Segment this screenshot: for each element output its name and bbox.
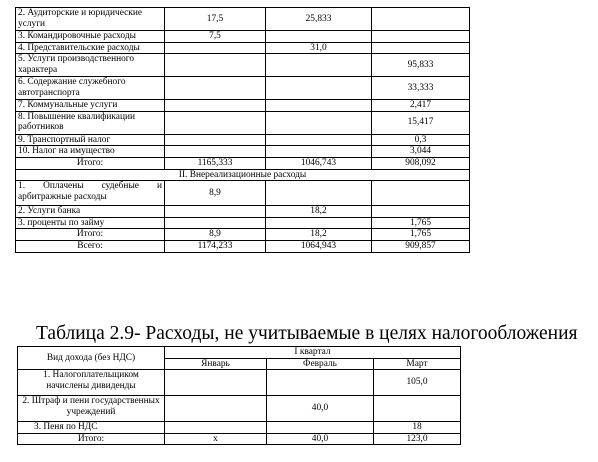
row-label: 2. Аудиторские и юридические услуги — [16, 8, 165, 31]
cell-value — [165, 396, 267, 422]
cell-value — [372, 181, 470, 206]
row-label: 3. проценты по займу — [16, 217, 165, 229]
cell-value: 95,833 — [372, 54, 470, 77]
cell-value: 18,2 — [266, 229, 372, 241]
table-row — [16, 206, 470, 218]
grand-total-row — [16, 240, 470, 252]
cell-value: 17,5 — [165, 8, 266, 31]
column-header-quarter: I квартал — [165, 347, 461, 359]
table-row — [16, 181, 470, 206]
expenses-table — [15, 7, 470, 253]
cell-value — [372, 206, 470, 218]
table-row — [18, 422, 461, 434]
table-caption: Таблица 2.9- Расходы, не учитываемые в целях налогообложения — [36, 323, 578, 344]
table-row — [18, 396, 461, 422]
row-label: 3. Командировочные расходы — [16, 31, 165, 43]
cell-value — [165, 370, 267, 396]
cell-value — [165, 146, 266, 158]
cell-value — [165, 42, 266, 54]
table-row — [16, 146, 470, 158]
cell-value — [266, 100, 372, 112]
table-row — [18, 370, 461, 396]
row-label: 3. Пеня по НДС — [18, 422, 165, 434]
cell-value — [266, 31, 372, 43]
row-label: 8. Повышение квалификации работников — [16, 111, 165, 134]
cell-value: 8,9 — [165, 229, 266, 241]
cell-value: 15,417 — [372, 111, 470, 134]
row-label: 10. Налог на имущество — [16, 146, 165, 158]
cell-value: 1174,233 — [165, 240, 266, 252]
total-label: Итого: — [16, 157, 165, 169]
cell-value — [372, 42, 470, 54]
total-label: Итого: — [16, 229, 165, 241]
row-label: 2. Услуги банка — [16, 206, 165, 218]
cell-value: 40,0 — [267, 433, 374, 445]
cell-value: х — [165, 433, 267, 445]
total-row — [16, 229, 470, 241]
cell-value — [374, 396, 461, 422]
cell-value — [165, 422, 267, 434]
row-label: 9. Транспортный налог — [16, 134, 165, 146]
row-label: 7. Коммунальные услуги — [16, 100, 165, 112]
cell-value: 18,2 — [266, 206, 372, 218]
column-header-january: Январь — [165, 358, 267, 370]
cell-value: 7,5 — [165, 31, 266, 43]
cell-value — [266, 77, 372, 100]
table-row — [16, 77, 470, 100]
cell-value — [372, 8, 470, 31]
table-row — [16, 8, 470, 31]
table-row — [16, 42, 470, 54]
cell-value: 105,0 — [374, 370, 461, 396]
column-header-march: Март — [374, 358, 461, 370]
table-row — [16, 31, 470, 43]
row-label: 4. Представительские расходы — [16, 42, 165, 54]
table-row — [16, 100, 470, 112]
cell-value — [165, 77, 266, 100]
cell-value — [165, 111, 266, 134]
cell-value — [267, 370, 374, 396]
cell-value — [266, 134, 372, 146]
section-header-row — [16, 169, 470, 181]
header-row — [18, 347, 461, 359]
cell-value — [372, 31, 470, 43]
row-label: 1. Налогоплательщиком начислены дивиденды — [18, 370, 165, 396]
cell-value — [165, 54, 266, 77]
row-label: 2. Штраф и пени государственных учреждений — [18, 396, 165, 422]
total-row — [18, 433, 461, 445]
cell-value: 18 — [374, 422, 461, 434]
cell-value: 0,3 — [372, 134, 470, 146]
row-label: 5. Услуги производственного характера — [16, 54, 165, 77]
cell-value — [266, 217, 372, 229]
table-row — [16, 54, 470, 77]
cell-value — [165, 217, 266, 229]
cell-value: 3,044 — [372, 146, 470, 158]
cell-value — [266, 54, 372, 77]
column-header-type: Вид дохода (без НДС) — [18, 347, 165, 370]
cell-value: 1,765 — [372, 229, 470, 241]
total-row — [16, 157, 470, 169]
grand-total-label: Всего: — [16, 240, 165, 252]
cell-value: 1064,943 — [266, 240, 372, 252]
cell-value — [267, 422, 374, 434]
cell-value: 909,857 — [372, 240, 470, 252]
table-row — [16, 134, 470, 146]
cell-value — [266, 111, 372, 134]
total-label: Итого: — [18, 433, 165, 445]
column-header-february: Февраль — [267, 358, 374, 370]
table-row — [16, 217, 470, 229]
cell-value: 25,833 — [266, 8, 372, 31]
cell-value — [165, 206, 266, 218]
cell-value: 1,765 — [372, 217, 470, 229]
cell-value: 2,417 — [372, 100, 470, 112]
cell-value: 33,333 — [372, 77, 470, 100]
cell-value: 40,0 — [267, 396, 374, 422]
cell-value: 908,092 — [372, 157, 470, 169]
cell-value — [165, 134, 266, 146]
row-label: 6. Содержание служебного автотранспорта — [16, 77, 165, 100]
table-row — [16, 111, 470, 134]
cell-value: 8,9 — [165, 181, 266, 206]
cell-value — [165, 100, 266, 112]
cell-value: 123,0 — [374, 433, 461, 445]
non-deductible-expenses-table — [17, 346, 461, 445]
cell-value: 1165,333 — [165, 157, 266, 169]
row-label: 1. Оплачены судебные и арбитражные расходы — [16, 181, 165, 206]
cell-value: 31,0 — [266, 42, 372, 54]
section-title: II. Внереализационные расходы — [16, 169, 470, 181]
cell-value: 1046,743 — [266, 157, 372, 169]
cell-value — [266, 181, 372, 206]
cell-value — [266, 146, 372, 158]
